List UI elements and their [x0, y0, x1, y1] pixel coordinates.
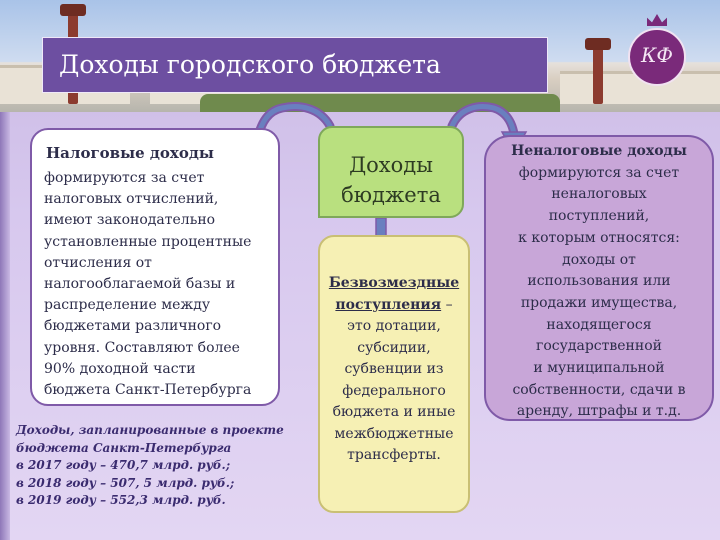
tax-revenue-description: [44, 168, 272, 401]
text-line: неналоговых: [551, 186, 647, 203]
note-line: в 2018 году – 507, 5 млрд. руб.;: [16, 475, 235, 490]
text-line: формируются за счет: [44, 170, 205, 186]
nontax-revenue-description: [496, 141, 702, 423]
text-line: налоговых отчислений,: [44, 191, 219, 208]
grants-heading-line: Безвозмездные: [328, 275, 460, 291]
text-line: бюджета и иные: [332, 404, 456, 420]
nontax-revenue-heading: Неналоговые доходы: [511, 143, 687, 159]
text-line: 90% доходной части: [44, 360, 196, 377]
down-arrow-shaft: [376, 218, 386, 236]
text-line: это дотации,: [347, 318, 441, 334]
text-line: субсидии,: [357, 339, 431, 356]
budget-plan-note: [16, 422, 306, 510]
text-line: государственной: [536, 338, 662, 355]
text-line: бюджетами различного: [44, 318, 222, 335]
logo-monogram: КФ: [640, 43, 674, 67]
grants-heading-line: поступления: [335, 296, 442, 313]
tax-revenue-box: [30, 128, 280, 406]
text-line: бюджета Санкт-Петербурга: [44, 382, 252, 399]
text-line: установленные процентные: [44, 233, 252, 250]
text-line: использования или: [527, 273, 671, 290]
text-line: субвенции из: [344, 361, 444, 377]
text-line: поступлений,: [548, 208, 650, 225]
nontax-revenue-box: [484, 135, 714, 421]
dash-text: –: [441, 296, 453, 313]
text-line: уровня. Составляют более: [44, 339, 240, 356]
note-line: Доходы, запланированные в проекте: [16, 423, 284, 437]
grants-description: [326, 273, 462, 467]
text-line: к которым относятся:: [518, 229, 680, 246]
note-line: бюджета Санкт-Петербурга: [16, 440, 232, 455]
grants-box: [318, 235, 470, 513]
text-line: продажи имущества,: [520, 294, 678, 311]
text-line: межбюджетные: [334, 425, 454, 442]
budget-revenue-heading: [320, 150, 462, 210]
note-line: в 2019 году – 552,3 млрд. руб.: [16, 493, 226, 507]
text-line: собственности, сдачи в: [512, 381, 686, 398]
text-line: распределение между: [44, 297, 211, 314]
text-line: и муниципальной: [533, 360, 665, 377]
text-line: доходы от: [562, 251, 636, 268]
note-line: в 2017 году – 470,7 млрд. руб.;: [16, 458, 231, 472]
text-line: формируются за счет: [518, 164, 680, 181]
heading-line: бюджета: [341, 183, 441, 207]
text-line: федерального: [342, 382, 446, 399]
text-line: отчисления от: [44, 254, 152, 271]
page-title: Доходы городского бюджета: [59, 50, 441, 79]
budget-revenue-box: [318, 126, 464, 218]
tax-revenue-heading: Налоговые доходы: [46, 144, 214, 162]
heading-line: Доходы: [349, 153, 433, 177]
text-line: аренду, штрафы и т.д.: [516, 403, 682, 420]
text-line: имеют законодательно: [44, 212, 216, 229]
text-line: находящегося: [546, 316, 652, 333]
text-line: трансферты.: [347, 447, 441, 463]
text-line: налогооблагаемой базы и: [44, 276, 236, 293]
